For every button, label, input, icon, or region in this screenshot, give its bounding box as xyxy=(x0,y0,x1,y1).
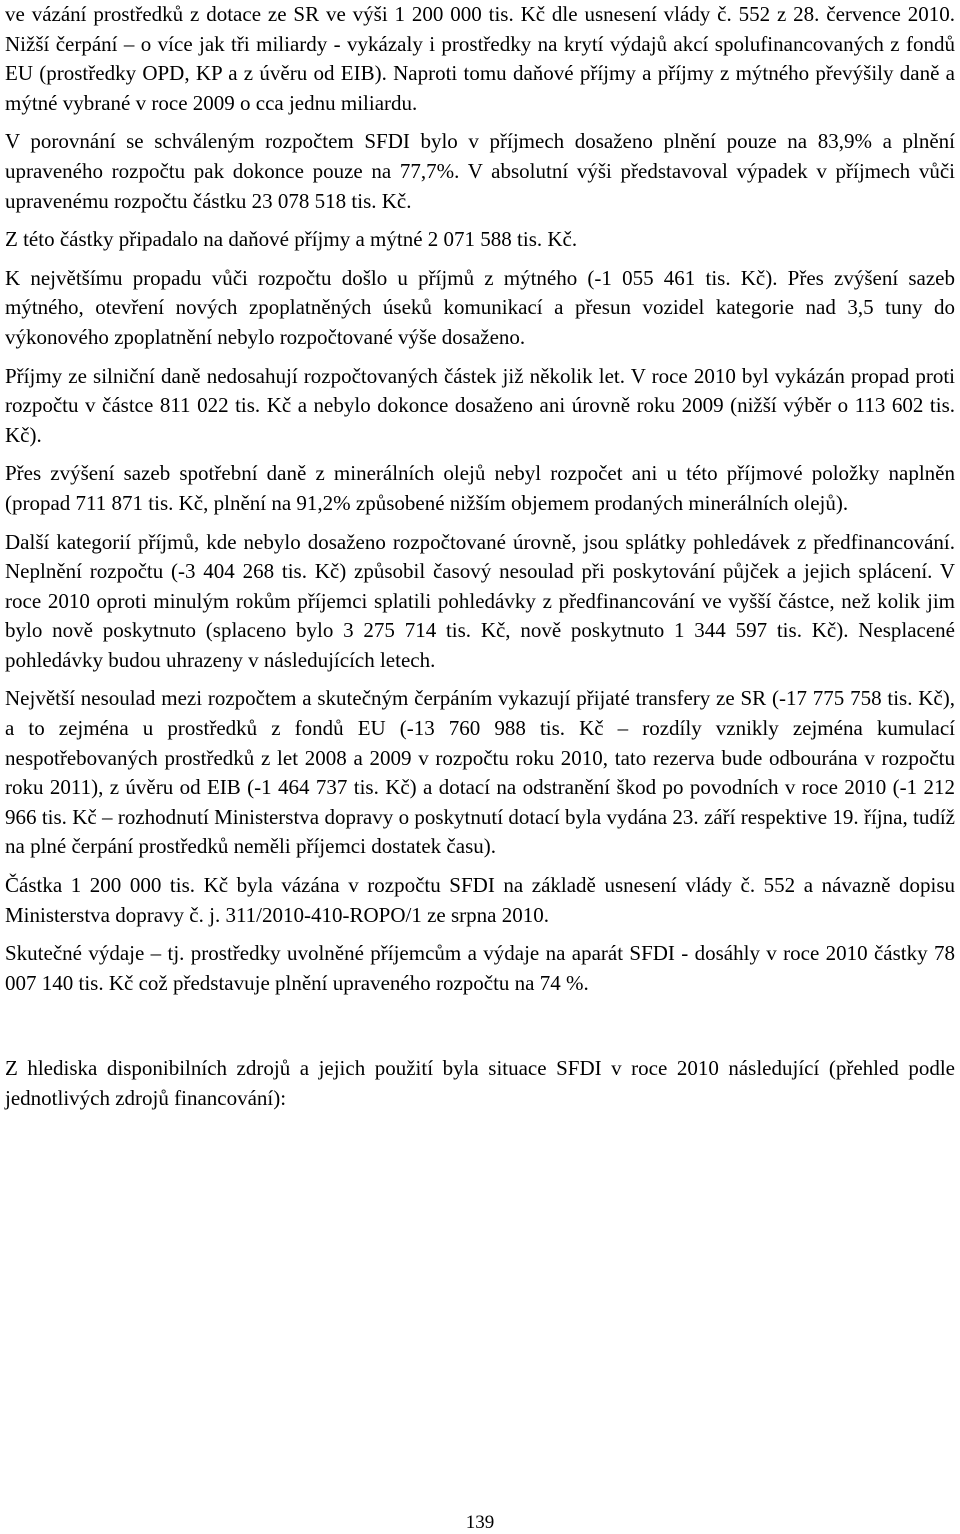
paragraph-predfinancovani: Další kategorií příjmů, kde nebylo dosaženo rozpočtované úrovně, jsou splátky pohledávek z předfinancování. Neplnění rozpočtu (-3 404 268 tis. Kč) způsobil časový nesoulad při poskytování půjček a jejich splácení. V roce 2010 oproti minulým rokům příjemci splatili pohledávky z předfinancování ve vyšší částce, než kolik jim bylo nově poskytnuto (splaceno bylo 3 275 714 tis. Kč, nově poskytnuto 1 344 597 tis. Kč). Nesplacené pohledávky budou uhrazeny v následujících letech. xyxy=(5,529,955,672)
paragraph-disponibilni-zdroje: Z hlediska disponibilních zdrojů a jejich použití byla situace SFDI v roce 2010 následující (přehled podle jednotlivých zdrojů financování): xyxy=(5,1056,955,1110)
paragraph-vazani-castky: Částka 1 200 000 tis. Kč byla vázána v rozpočtu SFDI na základě usnesení vlády č. 552 a návazně dopisu Ministerstva dopravy č. j. 311/2010-410-ROPO/1 ze srpna 2010. xyxy=(5,873,955,927)
document-page xyxy=(5,0,955,1114)
paragraph-spotrebni-dan: Přes zvýšení sazeb spotřební daně z minerálních olejů nebyl rozpočet ani u této příjmové položky naplněn (propad 711 871 tis. Kč, plnění na 91,2% způsobené nižším objemem prodaných minerálních olejů). xyxy=(5,461,955,515)
paragraph-danove-prijmy: Z této částky připadalo na daňové příjmy a mýtné 2 071 588 tis. Kč. xyxy=(5,227,578,252)
paragraph-mytne: K největšímu propadu vůči rozpočtu došlo u příjmů z mýtného (-1 055 461 tis. Kč). Přes zvýšení sazeb mýtného, otevření nových zpoplatněných úseků komunikací a přesun vozidel kategorie nad 3,5 tuny do výkonového zpoplatnění nebylo rozpočtované výše dosaženo. xyxy=(5,265,955,349)
paragraph-silnicni-dan: Příjmy ze silniční daně nedosahují rozpočtovaných částek již několik let. V roce 2010 byl vykázán propad proti rozpočtu v částce 811 022 tis. Kč a nebylo dokonce dosaženo ani úrovně roku 2009 (nižší výběr o 113 602 tis. Kč). xyxy=(5,363,955,447)
paragraph-porovnani-rozpoctu: V porovnání se schváleným rozpočtem SFDI bylo v příjmech dosaženo plnění pouze na 83,9% a plnění upraveného rozpočtu pak dokonce pouze na 77,7%. V absolutní výši představoval výpadek v příjmech vůči upravenému rozpočtu částku 23 078 518 tis. Kč. xyxy=(5,129,955,213)
paragraph-skutecne-vydaje: Skutečné výdaje – tj. prostředky uvolněné příjemcům a výdaje na aparát SFDI - dosáhly v roce 2010 částky 78 007 140 tis. Kč což představuje plnění upraveného rozpočtu na 74 %. xyxy=(5,941,955,995)
page-number: 139 xyxy=(465,1512,495,1533)
paragraph-transfery-sr: Největší nesoulad mezi rozpočtem a skutečným čerpáním vykazují přijaté transfery ze SR (-17 775 758 tis. Kč), a to zejména u prostředků z fondů EU (-13 760 988 tis. Kč – rozdíly vznikly zejména kumulací nespotřebovaných prostředků z let 2008 a 2009 v rozpočtu roku 2010, tato rezerva bude odbourána v rozpočtu roku 2011), z úvěru od EIB (-1 464 737 tis. Kč) a dotací na odstranění škod po povodních v roce 2010 (-1 212 966 tis. Kč – rozhodnutí Ministerstva dopravy o poskytnutí dotací byla vydána 23. září respektive 19. října, tudíž na plné čerpání prostředků neměli příjemci dostatek času). xyxy=(5,686,955,859)
paragraph-dotace-cerpani: ve vázání prostředků z dotace ze SR ve výši 1 200 000 tis. Kč dle usnesení vlády č. 552 z 28. července 2010. Nižší čerpání – o více jak tři miliardy - vykázaly i prostředky na krytí výdajů akcí spolufinancovaných z fondů EU (prostředky OPD, KP a z úvěru od EIB). Naproti tomu daňové příjmy a příjmy z mýtného převýšily daně a mýtné vybrané v roce 2009 o cca jednu miliardu. xyxy=(5,2,955,115)
